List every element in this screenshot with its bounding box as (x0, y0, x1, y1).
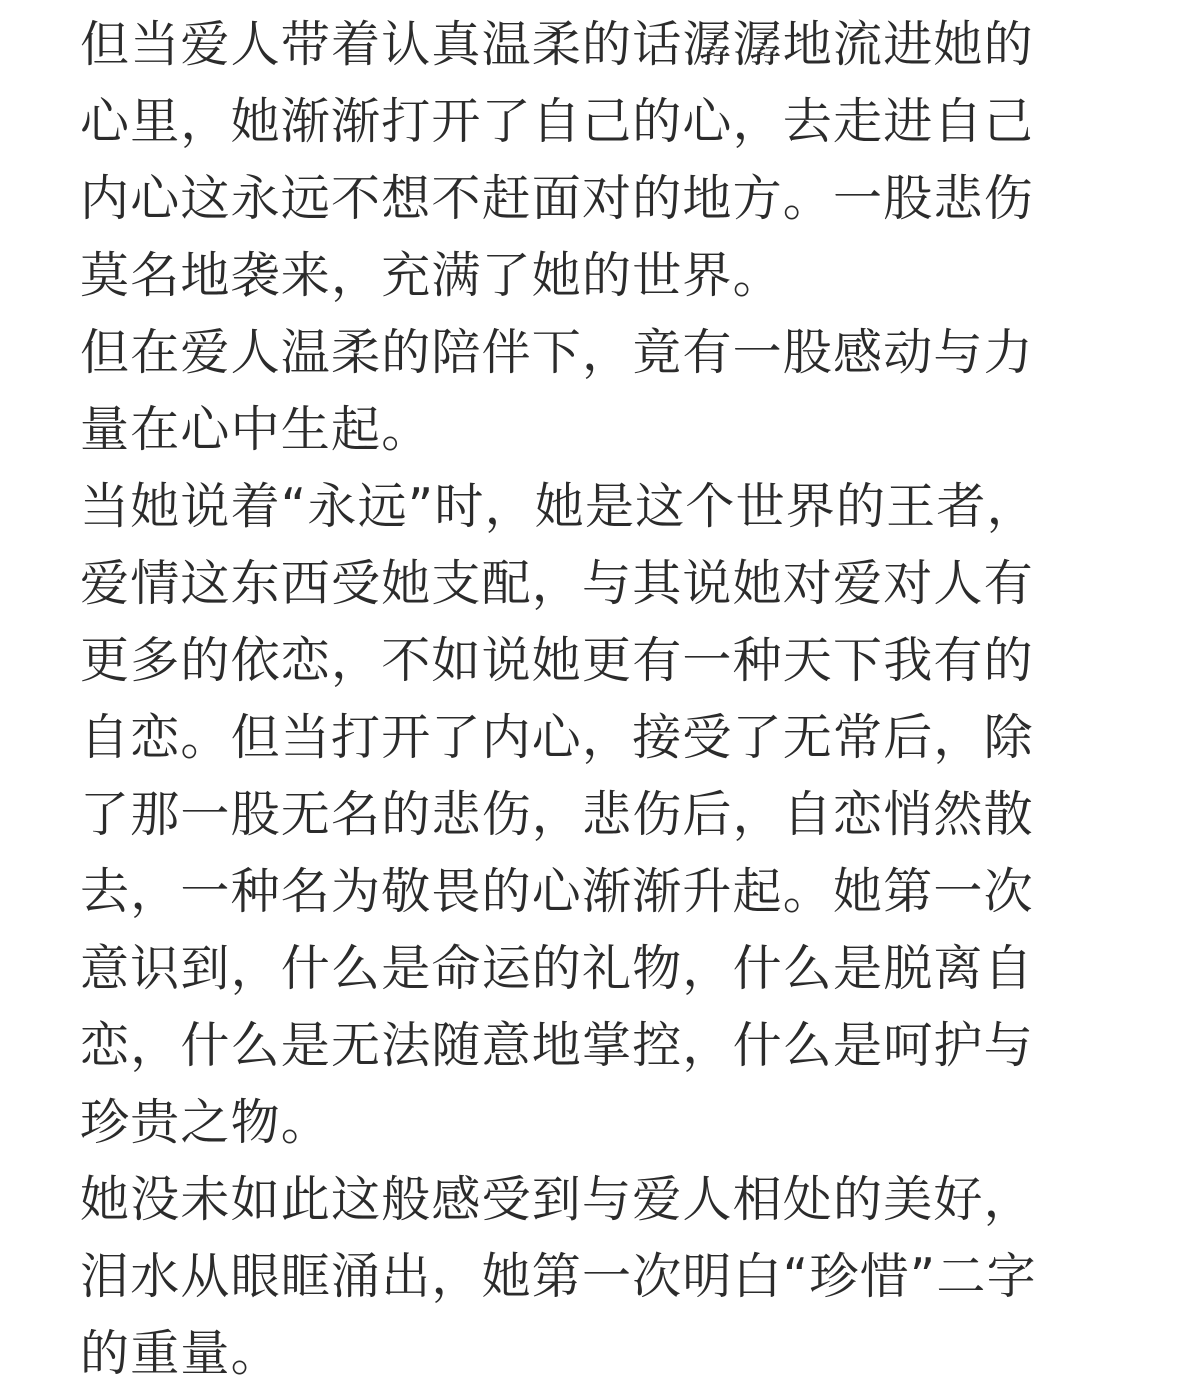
text-line: 莫名地袭来，充满了她的世界。 (80, 247, 783, 304)
text-line: 更多的依恋，不如说她更有一种天下我有的 (80, 632, 1034, 689)
text-line: 自恋。但当打开了内心，接受了无常后，除 (80, 709, 1034, 766)
text-line: 了那一股无名的悲伤，悲伤后，自恋悄然散 (80, 786, 1034, 843)
text-line: 恋，什么是无法随意地掌控，什么是呵护与 (80, 1017, 1034, 1074)
text-line: 意识到，什么是命运的礼物，什么是脱离自 (80, 940, 1034, 997)
text-line: 但当爱人带着认真温柔的话潺潺地流进她的 (80, 16, 1034, 73)
article-body (80, 6, 1170, 1392)
text-line: 内心这永远不想不赶面对的地方。一股悲伤 (80, 170, 1034, 227)
text-line: 的重量。 (80, 1325, 281, 1382)
text-line: 量在心中生起。 (80, 401, 432, 458)
text-line: 当她说着“永远”时，她是这个世界的王者， (80, 478, 1037, 535)
text-line: 但在爱人温柔的陪伴下，竟有一股感动与力 (80, 324, 1034, 381)
text-line: 她没未如此这般感受到与爱人相处的美好， (80, 1171, 1034, 1228)
text-line: 泪水从眼眶涌出，她第一次明白“珍惜”二字 (80, 1248, 1037, 1305)
text-line: 爱情这东西受她支配，与其说她对爱对人有 (80, 555, 1034, 612)
text-line: 珍贵之物。 (80, 1094, 332, 1151)
text-line: 心里，她渐渐打开了自己的心，去走进自己 (80, 93, 1034, 150)
text-line: 去，一种名为敬畏的心渐渐升起。她第一次 (80, 863, 1034, 920)
